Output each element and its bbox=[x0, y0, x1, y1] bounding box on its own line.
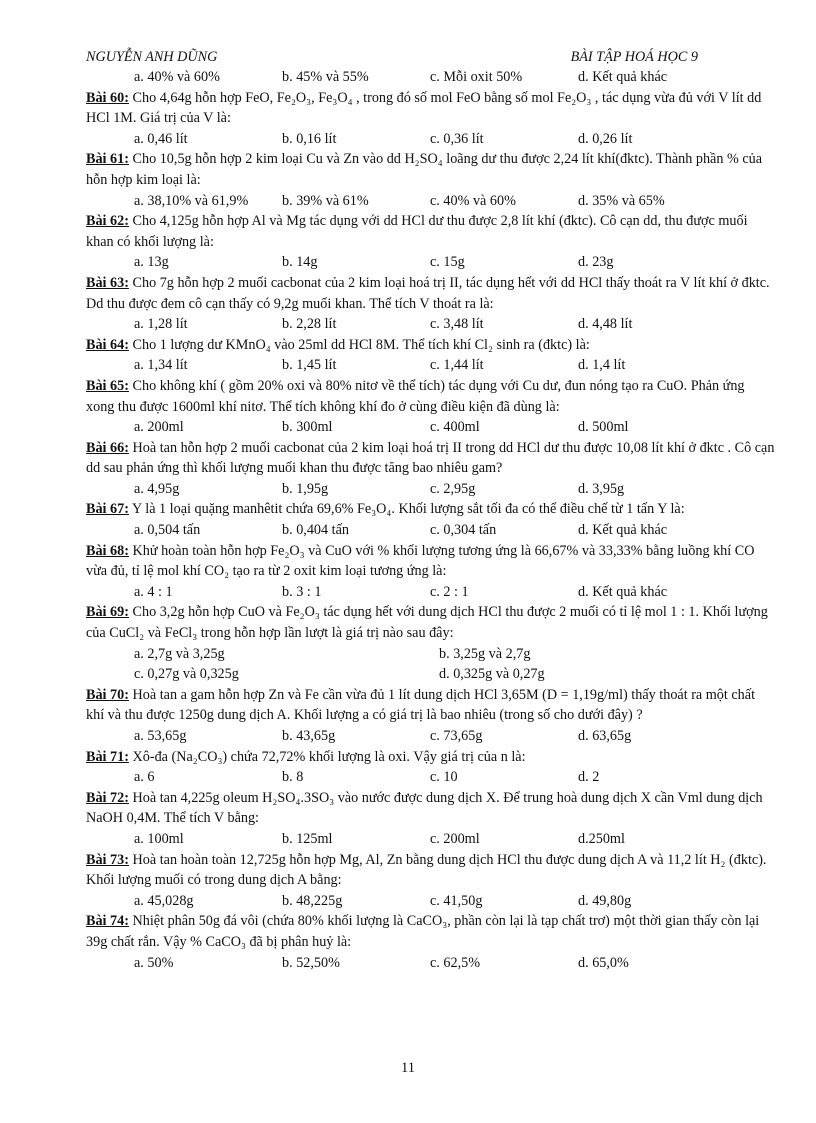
answer-options bbox=[86, 355, 776, 376]
question-number: Bài 74: bbox=[86, 913, 129, 930]
answer-option: b. 39% và 61% bbox=[282, 192, 369, 209]
question-text bbox=[86, 335, 776, 356]
question-number: Bài 71: bbox=[86, 748, 129, 765]
question-item bbox=[86, 273, 776, 335]
question-number: Bài 68: bbox=[86, 542, 129, 559]
question-item bbox=[86, 88, 776, 150]
answer-option: a. 1,34 lít bbox=[134, 357, 188, 374]
answer-option: a. 4,95g bbox=[134, 480, 180, 497]
answer-option: c. 73,65g bbox=[430, 728, 483, 744]
question-text bbox=[86, 911, 776, 952]
answer-option: c. 15g bbox=[430, 254, 465, 271]
answer-options bbox=[86, 314, 776, 335]
question-item bbox=[86, 685, 776, 747]
answer-option: b. 45% và 55% bbox=[282, 69, 369, 85]
question-item bbox=[86, 747, 776, 788]
answer-option: d. 0,26 lít bbox=[578, 130, 633, 147]
previous-question-options bbox=[86, 67, 776, 88]
question-item bbox=[86, 602, 776, 684]
answer-option: c. 2 : 1 bbox=[430, 583, 469, 600]
question-number: Bài 64: bbox=[86, 336, 129, 353]
answer-option: b. 14g bbox=[282, 254, 318, 271]
question-body: Cho 7g hỗn hợp 2 muối cacbonat của 2 kim loại hoá trị II, tác dụng hết với dd HCl thấy thoát ra V lít khí ở đktc. Dd thu được đem cô cạn thấy có 9,2g muối khan. Thể tích V thoát ra là: bbox=[86, 274, 770, 312]
page-content bbox=[86, 48, 776, 973]
answer-option: c. 3,48 lít bbox=[430, 316, 484, 333]
answer-options bbox=[86, 252, 776, 273]
question-number: Bài 70: bbox=[86, 686, 129, 703]
answer-options bbox=[86, 191, 776, 212]
answer-option: d. Kết quả khác bbox=[578, 69, 668, 85]
question-item bbox=[86, 335, 776, 376]
answer-options bbox=[86, 520, 776, 541]
answer-option: d. 3,95g bbox=[578, 480, 625, 497]
question-list bbox=[86, 88, 776, 974]
question-item bbox=[86, 211, 776, 273]
answer-option: c. 10 bbox=[430, 769, 458, 786]
answer-option: c. 41,50g bbox=[430, 892, 483, 909]
question-item bbox=[86, 850, 776, 912]
page-number: 11 bbox=[401, 1060, 415, 1076]
question-body: Khử hoàn toàn hỗn hợp Fe₂O₃ và CuO với % khối lượng tương ứng là 66,67% và 33,33% bằng luồng khí CO vừa đủ, tỉ lệ mol khí CO₂ tạo ra từ 2 oxit kim loại tương ứng là: bbox=[86, 542, 755, 580]
question-number: Bài 63: bbox=[86, 274, 129, 291]
answer-option: d. 63,65g bbox=[578, 728, 632, 744]
answer-options bbox=[86, 953, 776, 974]
question-text bbox=[86, 499, 776, 520]
answer-option: c. 2,95g bbox=[430, 480, 476, 497]
answer-options bbox=[86, 479, 776, 500]
question-text bbox=[86, 685, 776, 726]
question-number: Bài 66: bbox=[86, 439, 129, 456]
answer-option: d. Kết quả khác bbox=[578, 583, 668, 600]
question-item bbox=[86, 788, 776, 850]
question-text bbox=[86, 602, 776, 643]
answer-options bbox=[86, 726, 776, 747]
answer-option: c. 40% và 60% bbox=[430, 192, 516, 209]
answer-options bbox=[86, 129, 776, 150]
answer-option: a. 0,504 tấn bbox=[134, 522, 201, 539]
answer-option: d. 2 bbox=[578, 769, 600, 786]
question-body: Hoà tan 4,225g oleum H₂SO₄.3SO₃ vào nước được dung dịch X. Để trung hoà dung dịch X cần Vml dung dịch NaOH 0,4M. Thể tích V bằng: bbox=[86, 789, 763, 827]
question-number: Bài 65: bbox=[86, 377, 129, 394]
answer-option: d. 35% và 65% bbox=[578, 192, 665, 209]
answer-option: d. 1,4 lít bbox=[578, 357, 626, 374]
answer-options bbox=[86, 582, 776, 603]
answer-option: c. 200ml bbox=[430, 830, 480, 847]
answer-option: a. 6 bbox=[134, 769, 155, 786]
answer-option: a. 38,10% và 61,9% bbox=[134, 192, 249, 209]
question-body: Xô-đa (Na₂CO₃) chứa 72,72% khối lượng là oxi. Vậy giá trị của n là: bbox=[128, 748, 526, 765]
answer-option: c. Mỗi oxit 50% bbox=[430, 69, 523, 85]
answer-options bbox=[86, 767, 776, 788]
question-number: Bài 61: bbox=[86, 151, 129, 168]
answer-option: a. 200ml bbox=[134, 419, 184, 436]
question-item bbox=[86, 149, 776, 211]
question-text bbox=[86, 273, 776, 314]
answer-option: b. 52,50% bbox=[282, 954, 340, 971]
question-body: Cho 4,64g hỗn hợp FeO, Fe₂O₃, Fe₃O₄ , trong đó số mol FeO bằng số mol Fe₂O₃ , tác dụng vừa đủ với V lít dd HCl 1M. Giá trị của V là: bbox=[86, 89, 762, 127]
answer-option: a. 13g bbox=[134, 254, 169, 271]
answer-option: b. 2,28 lít bbox=[282, 316, 337, 333]
answer-option: a. 4 : 1 bbox=[134, 583, 173, 600]
answer-option: d. 4,48 lít bbox=[578, 316, 633, 333]
answer-options bbox=[86, 829, 776, 850]
question-body: Cho 3,2g hỗn hợp CuO và Fe₂O₃ tác dụng hết với dung dịch HCl thu được 2 muối có tỉ lệ mol 1 : 1. Khối lượng của CuCl₂ và FeCl₃ trong hỗn hợp lần lượt là giá trị nào sau đây: bbox=[86, 604, 768, 642]
header-author: NGUYỄN ANH DŨNG bbox=[86, 49, 218, 65]
answer-option: d.250ml bbox=[578, 830, 625, 847]
answer-option: a. 50% bbox=[134, 954, 174, 971]
question-body: Hoà tan hoàn toàn 12,725g hỗn hợp Mg, Al, Zn bằng dung dịch HCl thu được dung dịch A và 11,2 lít H₂ (đktc). Khối lượng muối có trong dung dịch A bằng: bbox=[86, 851, 767, 889]
question-number: Bài 73: bbox=[86, 851, 129, 868]
answer-option: c. 0,304 tấn bbox=[430, 522, 497, 539]
question-text bbox=[86, 149, 776, 190]
question-item bbox=[86, 376, 776, 438]
question-item bbox=[86, 438, 776, 500]
question-body: Y là 1 loại quặng manhêtit chứa 69,6% Fe₃O₄. Khối lượng sắt tối đa có thể điều chế từ 1 tấn Y là: bbox=[128, 501, 685, 518]
answer-option: b. 1,45 lít bbox=[282, 357, 337, 374]
question-body: Cho 1 lượng dư KMnO₄ vào 25ml dd HCl 8M. Thể tích khí Cl₂ sinh ra (đktc) là: bbox=[128, 336, 590, 353]
answer-option: c. 62,5% bbox=[430, 954, 481, 971]
question-text bbox=[86, 747, 776, 768]
answer-option: d. 23g bbox=[578, 254, 614, 271]
answer-option: a. 53,65g bbox=[134, 728, 187, 744]
answer-option: a. 0,46 lít bbox=[134, 130, 188, 147]
question-body: Hoà tan hỗn hợp 2 muối cacbonat của 2 kim loại hoá trị II trong dd HCl dư thu được 10,08 lít khí ở đktc . Cô cạn dd sau phản ứng thì khối lượng muối khan thu được tăng bao nhiêu gam? bbox=[86, 439, 775, 477]
question-body: Hoà tan a gam hỗn hợp Zn và Fe cần vừa đủ 1 lít dung dịch HCl 3,65M (D = 1,19g/ml) thấy thoát ra một chất khí và thu được 1250g dung dịch A. Khối lượng a có giá trị là bao nhiêu (trong số cho dưới đây) ? bbox=[86, 686, 756, 724]
answer-option: d. 500ml bbox=[578, 419, 629, 436]
answer-option: b. 0,16 lít bbox=[282, 130, 337, 147]
answer-option: a. 100ml bbox=[134, 830, 184, 847]
question-number: Bài 60: bbox=[86, 89, 129, 106]
answer-option: c. 0,36 lít bbox=[430, 130, 484, 147]
answer-option: d. 49,80g bbox=[578, 892, 632, 909]
question-number: Bài 72: bbox=[86, 789, 129, 806]
answer-option: d. 65,0% bbox=[578, 954, 629, 971]
answer-option: c. 0,27g và 0,325g bbox=[134, 666, 239, 683]
answer-option: b. 8 bbox=[282, 769, 304, 786]
answer-option: b. 43,65g bbox=[282, 728, 336, 744]
answer-options bbox=[86, 891, 776, 912]
page-header bbox=[86, 48, 776, 67]
answer-option: b. 125ml bbox=[282, 830, 333, 847]
question-body: Nhiệt phân 50g đá vôi (chứa 80% khối lượng là CaCO₃, phần còn lại là tạp chất trơ) một thời gian thấy còn lại 39g chất rắn. Vậy % CaCO₃ đã bị phân huỷ là: bbox=[86, 913, 760, 950]
answer-option: c. 1,44 lít bbox=[430, 357, 484, 374]
question-number: Bài 69: bbox=[86, 604, 129, 621]
answer-option: b. 3,25g và 2,7g bbox=[439, 645, 531, 662]
question-text bbox=[86, 850, 776, 891]
question-text bbox=[86, 541, 776, 582]
answer-option: b. 3 : 1 bbox=[282, 583, 322, 600]
answer-option: d. 0,325g và 0,27g bbox=[439, 666, 545, 683]
question-body: Cho 4,125g hỗn hợp Al và Mg tác dụng với dd HCl dư thu được 2,8 lít khí (đktc). Cô cạn dd, thu được muối khan có khối lượng là: bbox=[86, 213, 748, 250]
answer-option: a. 45,028g bbox=[134, 892, 194, 909]
answer-option: b. 1,95g bbox=[282, 480, 329, 497]
answer-option: a. 1,28 lít bbox=[134, 316, 188, 333]
question-item bbox=[86, 911, 776, 973]
answer-option: b. 48,225g bbox=[282, 892, 343, 909]
question-item bbox=[86, 499, 776, 540]
answer-options bbox=[86, 417, 776, 438]
question-number: Bài 62: bbox=[86, 213, 129, 230]
header-subject: BÀI TẬP HOÁ HỌC 9 bbox=[570, 49, 698, 65]
answer-option: c. 400ml bbox=[430, 419, 480, 436]
answer-option: b. 300ml bbox=[282, 419, 333, 436]
question-text bbox=[86, 788, 776, 829]
answer-option: b. 0,404 tấn bbox=[282, 522, 349, 539]
answer-option: d. Kết quả khác bbox=[578, 522, 668, 539]
question-text bbox=[86, 88, 776, 129]
question-number: Bài 67: bbox=[86, 501, 129, 518]
question-text bbox=[86, 376, 776, 417]
question-body: Cho không khí ( gồm 20% oxi và 80% nitơ về thể tích) tác dụng với Cu dư, đun nóng tạo ra CuO. Phản ứng xong thu được 1600ml khí nitơ. Thể tích không khí đo ở cùng điều kiện đã dùng là: bbox=[86, 377, 745, 415]
question-text bbox=[86, 438, 776, 479]
answer-options bbox=[86, 644, 776, 685]
question-body: Cho 10,5g hỗn hợp 2 kim loại Cu và Zn vào dd H₂SO₄ loãng dư thu được 2,24 lít khí(đktc). Thành phần % của hỗn hợp kim loại là: bbox=[86, 151, 763, 188]
question-item bbox=[86, 541, 776, 603]
question-text bbox=[86, 211, 776, 252]
answer-option: a. 40% và 60% bbox=[134, 69, 220, 85]
answer-option: a. 2,7g và 3,25g bbox=[134, 645, 225, 662]
